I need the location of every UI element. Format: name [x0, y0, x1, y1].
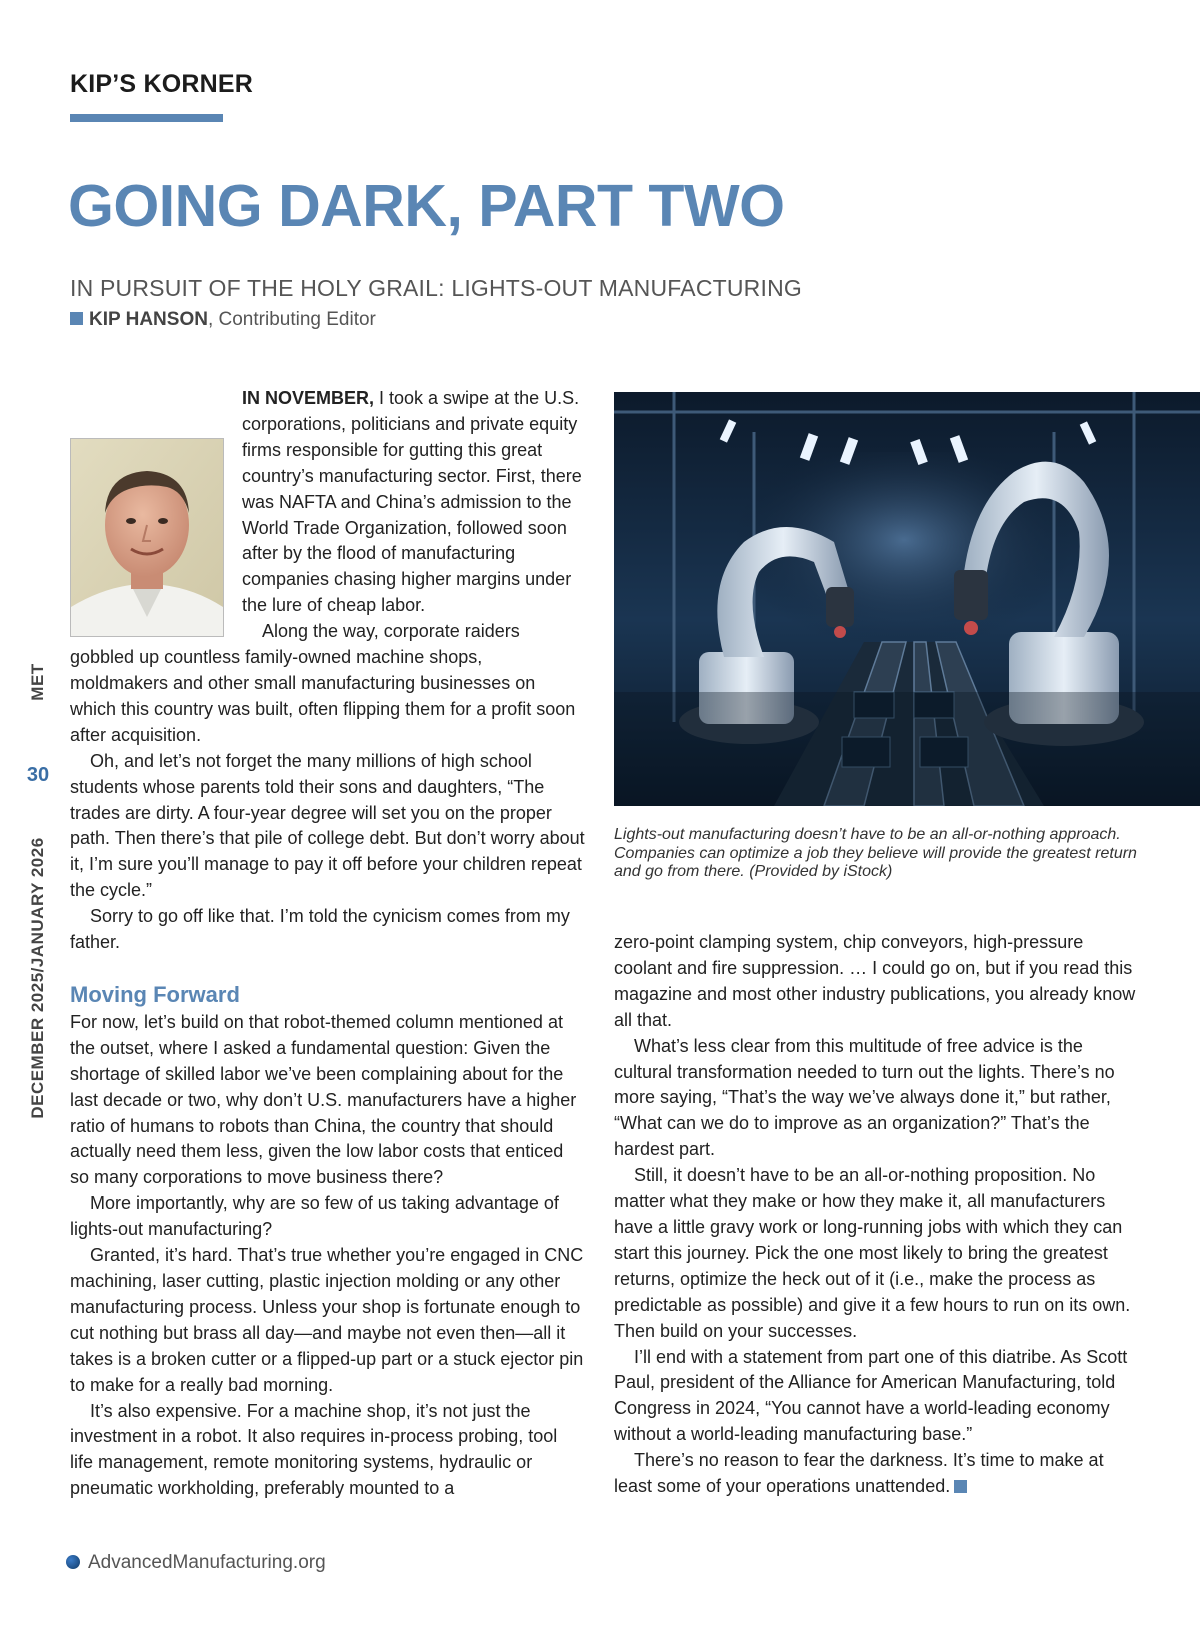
section-label: KIP’S KORNER: [70, 70, 253, 98]
paragraph: I’ll end with a statement from part one of this diatribe. As Scott Paul, president of the Alliance for American Manufacturing, told Congress in 2024, “You cannot have a world-leading economy without a world-leading manufacturing base.”: [614, 1346, 1128, 1445]
paragraph: For now, let’s build on that robot-themed column mentioned at the outset, where I asked a fundamental question: Given the shortage of skilled labor we’ve been complaining about for the last decade or two, why don’t U.S. manufacturers have a higher ratio of humans to robots than China, the country that should actually need them less, given the low labor costs that enticed so many corporations to move business there?: [70, 1011, 577, 1188]
footer: [66, 1552, 326, 1574]
article-subtitle: IN PURSUIT OF THE HOLY GRAIL: LIGHTS-OUT MANUFACTURING: [70, 275, 802, 301]
paragraph: It’s also expensive. For a machine shop, it’s not just the investment in a robot. It also requires in-process probing, tool life management, remote monitoring systems, hydraulic or pneumatic workholding, preferably mounted to a: [70, 1400, 558, 1499]
byline: [70, 309, 376, 331]
article-title: GOING DARK, PART TWO: [68, 173, 785, 239]
section-heading: Moving Forward: [70, 981, 240, 1007]
paragraph: zero-point clamping system, chip conveyors, high-pressure coolant and fire suppression. … I could go on, but if you read this magazine and most other industry publications, you already know all that.: [614, 932, 1136, 1030]
footer-site[interactable]: AdvancedManufacturing.org: [88, 1552, 326, 1573]
paragraph: Granted, it’s hard. That’s true whether you’re engaged in CNC machining, laser cutting, plastic injection molding or any other manufacturing process. Unless your shop is fortunate enough to cut nothing but brass all day—and maybe not even then—all it takes is a broken cutter or a flipped-up part or a stuck ejector pin to make for a really bad morning.: [70, 1245, 584, 1395]
author-portrait-illustration: [71, 439, 223, 636]
author-portrait: [70, 438, 224, 637]
globe-icon: [66, 1555, 80, 1569]
magazine-name: MET: [28, 663, 47, 701]
paragraph: What’s less clear from this multitude of free advice is the cultural transformation needed to turn out the lights. There’s no more saying, “That’s the way we’ve always done it,” but rather, “What can we do to improve as an organization?” That’s the hardest part.: [614, 1035, 1115, 1160]
paragraph: There’s no reason to fear the darkness. It’s time to make at least some of your operations unattended.: [614, 1450, 1104, 1497]
author-role: , Contributing Editor: [207, 309, 376, 330]
paragraph: More importantly, why are so few of us taking advantage of lights-out manufacturing?: [70, 1193, 559, 1240]
article-column-right: [614, 930, 1144, 1500]
issue-date: DECEMBER 2025/JANUARY 2026: [28, 837, 47, 1119]
page-sidebar: [18, 660, 58, 1130]
article-column-left: [70, 386, 585, 1502]
end-mark-icon: [954, 1480, 967, 1493]
photo-caption: Lights-out manufacturing doesn’t have to be an all-or-nothing approach. Companies can optimize a job they believe will provide the greatest return and go from there. (Provided by iStock): [614, 826, 1137, 880]
robot-photo: [614, 392, 1200, 806]
paragraph: Along the way, corporate raiders gobbled up countless family-owned machine shops, moldmakers and other small manufacturing businesses on which this country was built, often flipping them for a profit soon after acquisition.: [70, 621, 576, 745]
paragraph: Sorry to go off like that. I’m told the cynicism comes from my father.: [70, 906, 570, 953]
paragraph: IN NOVEMBER, I took a swipe at the U.S. corporations, politicians and private equity firms responsible for gutting this great country’s manufacturing sector. First, there was NAFTA and China’s admission to the World Trade Organization, followed soon after by the flood of manufacturing companies chasing higher margins under the lure of cheap labor.: [70, 386, 585, 619]
section-rule: [70, 114, 223, 122]
robot-arms-illustration: [614, 392, 1200, 806]
lead-in: IN NOVEMBER,: [242, 388, 375, 408]
paragraph: Still, it doesn’t have to be an all-or-nothing proposition. No matter what they make or how they make it, all manufacturers have a little gravy work or long-running jobs with which they can start this journey. Pick the one most likely to bring the greatest returns, optimize the heck out of it (i.e., make the process as predictable as possible) and give it a few hours to run on its own. Then build on your successes.: [614, 1165, 1131, 1341]
author-name: KIP HANSON: [89, 309, 208, 330]
byline-square-icon: [70, 312, 83, 325]
page-number: 30: [26, 764, 50, 786]
paragraph: Oh, and let’s not forget the many millions of high school students whose parents told their sons and daughters, “The trades are dirty. A four-year degree will set you on the proper path. Then there’s that pile of college debt. But don’t worry about it, I’m sure you’ll manage to pay it off before your children repeat the cycle.”: [70, 750, 585, 901]
